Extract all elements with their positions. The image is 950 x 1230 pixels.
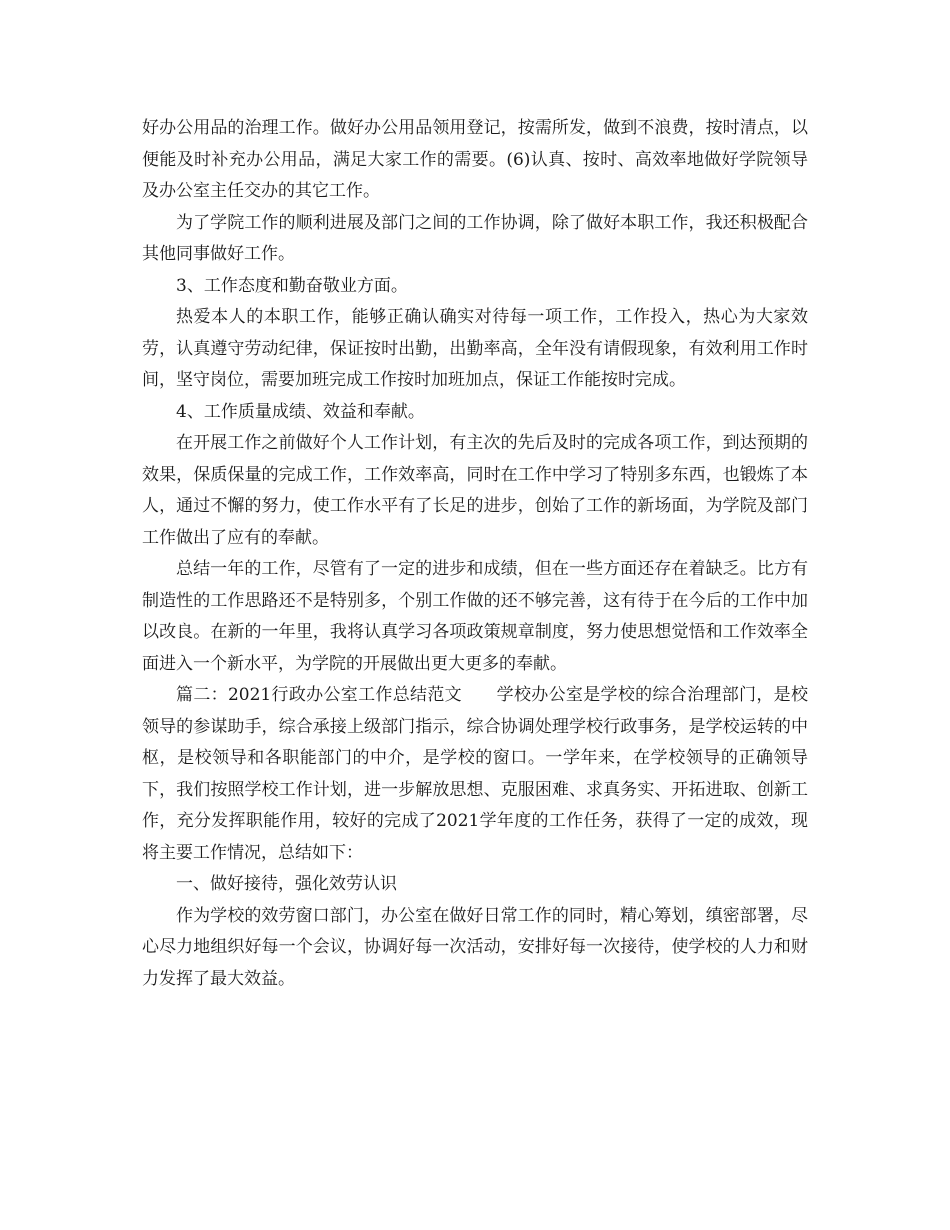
section-heading-attitude: 3、工作态度和勤奋敬业方面。 bbox=[176, 275, 408, 296]
paragraph-part-two-intro: 篇二：2021行政办公室工作总结范文 学校办公室是学校的综合治理部门，是校领导的参谋助手，综合承接上级部门指示，综合协调处理学校行政事务，是学校运转的中枢，是校领导和各职能部门的中介，是学校的窗口。一学年来，在学校领导的正确领导下，我们按照学校工作计划，进一步解放思想、克服困难、求真务实、开拓进取、创新工作，充分发挥职能作用，较好的完成了2021学年度的工作任务，获得了一定的成效，现将主要工作情况，总结如下： bbox=[142, 685, 808, 863]
paragraph-quality: 在开展工作之前做好个人工作计划，有主次的先后及时的完成各项工作，到达预期的效果，保质保量的完成工作，工作效率高，同时在工作中学习了特别多东西，也锻炼了本人，通过不懈的努力，使工作水平有了长足的进步，创始了工作的新场面，为学院及部门工作做出了应有的奉献。 bbox=[142, 433, 808, 548]
section-heading-quality: 4、工作质量成绩、效益和奉献。 bbox=[176, 401, 425, 422]
paragraph-attitude: 热爱本人的本职工作，能够正确认确实对待每一项工作，工作投入，热心为大家效劳，认真遵守劳动纪律，保证按时出勤，出勤率高，全年没有请假现象，有效利用工作时间，坚守岗位，需要加班完成工作按时加班加点，保证工作能按时完成。 bbox=[142, 307, 808, 390]
section-heading-reception: 一、做好接待，强化效劳认识 bbox=[176, 874, 397, 894]
paragraph-reception: 作为学校的效劳窗口部门，办公室在做好日常工作的同时，精心筹划，缜密部署，尽心尽力地组织好每一个会议，协调好每一次活动，安排好每一次接待，使学校的人力和财力发挥了最大效益。 bbox=[142, 905, 808, 989]
document-body bbox=[142, 113, 808, 995]
paragraph-cooperation: 为了学院工作的顺利进展及部门之间的工作协调，除了做好本职工作，我还积极配合其他同事做好工作。 bbox=[142, 212, 808, 264]
paragraph-summary: 总结一年的工作，尽管有了一定的进步和成绩，但在一些方面还存在着缺乏。比方有制造性的工作思路还不是特别多，个别工作做的还不够完善，这有待于在今后的工作中加以改良。在新的一年里，我将认真学习各项政策规章制度，努力使思想觉悟和工作效率全面进入一个新水平，为学院的开展做出更大更多的奉献。 bbox=[142, 559, 808, 674]
paragraph-continuation: 好办公用品的治理工作。做好办公用品领用登记，按需所发，做到不浪费，按时清点，以便能及时补充办公用品，满足大家工作的需要。(6)认真、按时、高效率地做好学院领导及办公室主任交办的其它工作。 bbox=[142, 118, 808, 201]
